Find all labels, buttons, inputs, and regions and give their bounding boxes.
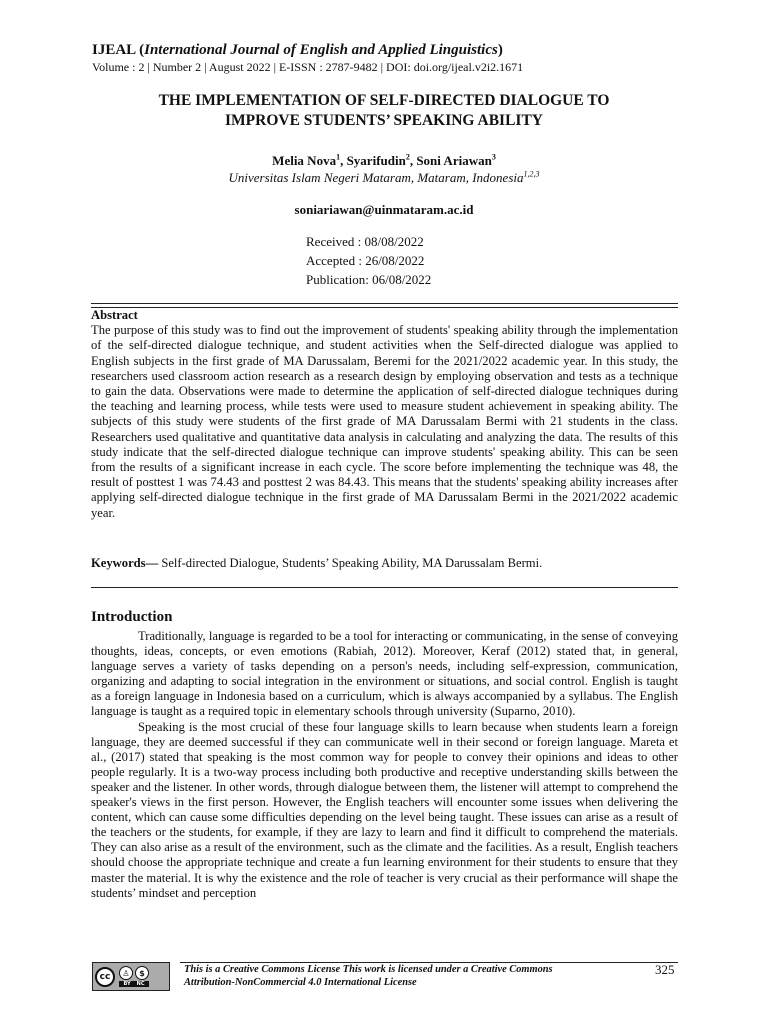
attribution-person-icon: ♙: [119, 966, 133, 980]
author-name: Syarifudin: [346, 153, 406, 168]
author-block: [80, 152, 688, 186]
abstract-heading: Abstract: [91, 308, 138, 322]
journal-full-name: International Journal of English and Applied Linguistics: [144, 42, 498, 58]
license-line-1: This is a Creative Commons License This work is licensed under a Creative Commons: [184, 964, 553, 975]
abstract-section: [91, 308, 678, 521]
journal-open-paren: (: [135, 42, 145, 58]
body-paragraph: Speaking is the most crucial of these four language skills to learn because when students learn a foreign language, they are deemed successful if they can communicate well in their second or foreign language. Mareta et al., (2017) stated that speaking is the most common way for people to convey their opinions and ideas to other people regularly. It is a two-way process including both productive and receptive understanding skills between the speaker and the listener. In other words, through dialogue between them, the listener will attempt to comprehend the speaker's views in the first person. However, the English teachers will encounter some issues when delivering the content, which can cause some difficulties depending on the level being taught. These issues can arise as a result of the teachers or the students, for example, if they are lazy to learn and find it difficult to comprehend the materials. They can also arise as a result of the environment, such as the climate and the facilities. As a result, English teachers should choose the appropriate technique and create a fun learning environment for their students to ensure that they master the material. It is why the existence and the role of teacher is very crucial as their performance will shape the students’ mindset and perception: [91, 719, 678, 900]
body-paragraph: Traditionally, language is regarded to be a tool for interacting or communicating, in the sense of conveying thoughts, ideas, concepts, or even emotions (Rabiah, 2012). Moreover, Keraf (2012) stated that, in general, language serves a variety of tasks depending on a person's needs, including self-expression, communication, organizing and adapting to social integration in the environment or situations, and social control. English is taught as a foreign language in Indonesia based on a curriculum, which is always accompanied by a syllabus. The English language is taught as a required topic in elementary schools through university (Suparno, 2010).: [91, 629, 678, 719]
author-email: soniariawan@uinmataram.ac.id: [294, 202, 474, 217]
abstract-text: The purpose of this study was to find out the improvement of students' speaking ability through the implementation of the self-directed dialogue technique, and student activities when the Self-directed dialogue was applied to English subjects in the first grade of MA Darussalam, Beremi for the 2021/2022 academic year. In this study, the researchers used classroom action research as a research design by employing observation and tests as a technique to gain the data. Observations were made to determine the application of self-directed dialogue techniques during the teaching and learning process, while tests were used to measure student achievement in speaking ability. The subjects of this study were students of the first grade of MA Darussalam Bermi with 21 students in the class. Researchers used qualitative and quantitative data analysis in calculating and analyzing the data. The results of this study indicate that the self-directed dialogue technique can improve students' speaking ability. This can be seen from the results of a significant increase in each cycle. The score before implementing the technique was 48, the result of posttest 1 was 74.43 and posttest 2 was 84.43. This means that the students' speaking ability increases after applying self-directed dialogue technique in the first grade of MA Darussalam Bermi in the 2021/2022 academic year.: [91, 323, 678, 520]
keywords-text: Self-directed Dialogue, Students’ Speaking Ability, MA Darussalam Bermi.: [158, 556, 543, 570]
introduction-body: [91, 629, 678, 901]
affiliation: [80, 169, 688, 186]
cc-nc-label: NC: [136, 981, 145, 987]
author-separator: ,: [340, 153, 347, 168]
publication-date: Publication: 06/08/2022: [306, 272, 432, 287]
keywords: [91, 555, 678, 571]
journal-meta: Volume : 2 | Number 2 | August 2022 | E-ISSN : 2787-9482 | DOI: doi.org/ijeal.v2i2.1671: [92, 60, 524, 74]
author-sup: 3: [491, 152, 496, 162]
affiliation-text: Universitas Islam Negeri Mataram, Mataram, Indonesia: [228, 170, 524, 185]
journal-header: [92, 40, 688, 74]
cc-by-label: BY: [123, 981, 131, 987]
cc-terms: [119, 966, 149, 987]
journal-close-paren: ): [497, 42, 503, 58]
page-number: 325: [655, 962, 675, 977]
author-sup: 1: [336, 152, 341, 162]
author-name: Melia Nova: [272, 153, 337, 168]
keywords-label: Keywords—: [91, 556, 159, 570]
article-dates: [306, 232, 431, 289]
introduction-heading: Introduction: [91, 609, 173, 625]
author-separator: ,: [409, 153, 417, 168]
accepted-date: Accepted : 26/08/2022: [306, 253, 425, 268]
author-name: Soni Ariawan: [416, 153, 492, 168]
journal-name: [92, 40, 688, 60]
license-text: [184, 963, 624, 989]
received-date: Received : 08/08/2022: [306, 234, 424, 249]
noncommercial-dollar-icon: $: [135, 966, 149, 980]
abstract-bottom-rule: [91, 587, 678, 588]
cc-term-labels: [119, 981, 148, 987]
author-sup: 2: [405, 152, 410, 162]
title-line-2: IMPROVE STUDENTS’ SPEAKING ABILITY: [225, 112, 543, 129]
license-line-2: Attribution-NonCommercial 4.0 International License: [184, 977, 417, 988]
author-names: [80, 152, 688, 169]
title-line-1: THE IMPLEMENTATION OF SELF-DIRECTED DIALOGUE TO: [158, 92, 610, 109]
journal-abbr: IJEAL: [92, 42, 136, 58]
cc-icon: cc: [95, 967, 115, 987]
creative-commons-badge[interactable]: [92, 962, 170, 991]
affiliation-sup: 1,2,3: [523, 169, 540, 179]
cc-term-icons: [119, 966, 149, 980]
article-title: [80, 91, 688, 131]
